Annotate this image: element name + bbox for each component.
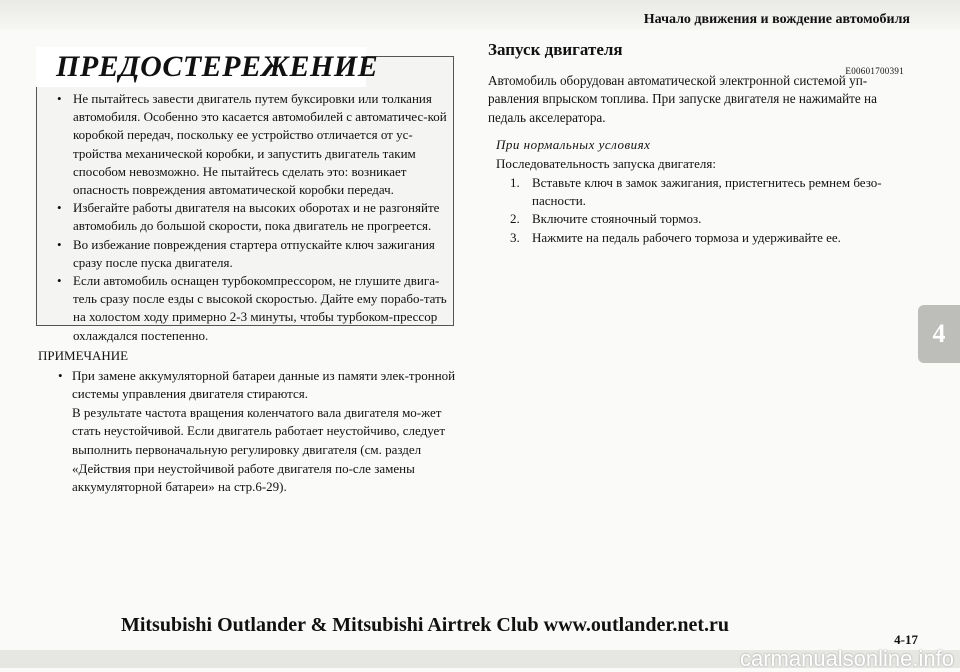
warning-list [55,90,455,345]
step-number: 1. [510,174,520,190]
step-number: 3. [510,229,520,245]
warning-item: • Если автомобиль оснащен турбокомпрессором, не глушите двига-тель сразу после езды с высокой скоростью. Дайте ему порабо-тать на холостом ходу примерно 2-3 минуты, чтобы турбоком-прессор охлаждался постепенно. [55,272,455,345]
warning-item: • Не пытайтесь завести двигатель путем буксировки или толкания автомобиля. Особенно это касается автомобилей с автоматичес-кой коробкой передач, поскольку ее устройство отличается от ус-тройства механической коробки, и запустить двигатель таким способом невозможно. Не пытайтесь сделать это: возникает опасность повреждения автоматической коробки передач. [55,90,455,199]
warning-item: • Во избежание повреждения стартера отпускайте ключ зажигания сразу после пуска двигателя. [55,236,455,272]
page-number: 4-17 [894,632,918,647]
step-item [488,229,908,247]
step-text: Вставьте ключ в замок зажигания, пристегнитесь ремнем безо-пасности. [532,174,882,209]
steps-list [488,174,908,248]
note-label: ПРИМЕЧАНИЕ [38,348,129,363]
step-text: Включите стояночный тормоз. [532,211,702,227]
chapter-tab-number: 4 [932,319,946,348]
step-item [488,210,908,228]
sub-heading: При нормальных условиях [496,137,651,153]
warning-title-bar [36,47,379,87]
step-text: Нажмите на педаль рабочего тормоза и удерживайте ее. [532,229,841,245]
sequence-label: Последовательность запуска двигателя: [496,156,716,172]
note-item: • При замене аккумуляторной батареи данные из памяти элек-тронной системы управления двигателя стираются. [38,367,456,404]
section-heading: Запуск двигателя [488,40,623,59]
engine-start-section [488,38,908,247]
chapter-tab [918,305,960,363]
footer-club-line: Mitsubishi Outlander & Mitsubishi Airtrek Club www.outlander.net.ru [120,614,730,636]
section-code: E00601700391 [845,66,904,76]
step-item [488,174,908,211]
warning-item: • Избегайте работы двигателя на высоких оборотах и не разгоняйте автомобиль до большой скорости, пока двигатель не прогреется. [55,199,455,235]
page-header-title: Начало движения и вождение автомобиля [643,12,910,27]
section-intro: Автомобиль оборудован автоматической электронной системой уп-равления впрыском топлива. При запуске двигателя не нажимайте на педаль акселератора. [488,73,877,125]
watermark: carmanualsonline.info [739,646,954,671]
warning-title: ПРЕДОСТЕРЕЖЕНИЕ [56,50,379,83]
warning-box [36,50,454,343]
step-number: 2. [510,211,520,227]
note-paragraph: В результате частота вращения коленчатого вала двигателя мо-жет стать неустойчивой. Если двигатель работает неустойчиво, следует выполнить первоначальную регулировку двигателя (см. раздел «Действия при неустойчивой работе двигателя по-сле замены аккумуляторной батареи» на стр.6-29). [72,404,446,495]
note-block [38,347,456,497]
